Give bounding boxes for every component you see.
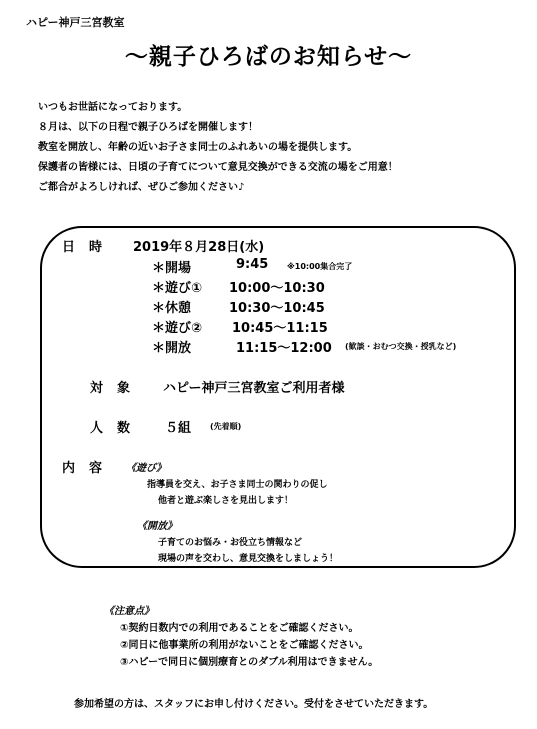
schedule-time: 9:45 bbox=[236, 257, 269, 272]
schedule-name: ＊遊び① bbox=[152, 281, 203, 296]
content-label: 内容 bbox=[62, 461, 117, 476]
cautions-title: 《注意点》 bbox=[104, 606, 154, 617]
schedule-name: ＊開放 bbox=[152, 341, 192, 356]
schedule-note: ※10:00集合完了 bbox=[287, 262, 353, 271]
content-detail: 指導員を交え、お子さま同士の関わりの促し bbox=[147, 480, 328, 490]
caution-item: ①契約日数内での利用であることをご確認ください。 bbox=[120, 623, 359, 634]
count-value: ５組 bbox=[165, 421, 192, 436]
schedule-time: 10:00～10:30 bbox=[229, 281, 325, 296]
content-detail: 子育てのお悩み・お役立ち情報など bbox=[158, 538, 303, 548]
caution-item: ③ハピーで同日に個別療育とのダブル利用はできません。 bbox=[120, 657, 379, 668]
schedule-time: 10:30～10:45 bbox=[229, 301, 325, 316]
content-detail: 他者と遊ぶ楽しさを見出します！ bbox=[158, 496, 294, 506]
page-title: ～親子ひろばのお知らせ～ bbox=[124, 44, 413, 70]
count-note: (先着順) bbox=[210, 422, 242, 431]
schedule-name: ＊休憩 bbox=[152, 301, 192, 316]
intro-line: いつもお世話になっております。 bbox=[38, 102, 188, 113]
content-detail: 現場の声を交わし、意見交換をしましょう！ bbox=[158, 554, 339, 564]
intro-line: ご都合がよろしければ、ぜひご参加ください♪ bbox=[38, 182, 245, 193]
intro-line: 保護者の皆様には、日頃の子育てについて意見交換ができる交流の場をご用意！ bbox=[38, 162, 398, 173]
schedule-name: ＊遊び② bbox=[152, 321, 203, 336]
count-label: 人数 bbox=[90, 421, 145, 436]
content-title: 《遊び》 bbox=[126, 463, 167, 474]
schedule-name: ＊開場 bbox=[152, 261, 192, 276]
org-name: ハピー神戸三宮教室 bbox=[26, 16, 125, 29]
schedule-time: 11:15～12:00 bbox=[236, 341, 332, 356]
footer-note: 参加希望の方は、スタッフにお申し付けください。受付をさせていただきます。 bbox=[74, 699, 434, 710]
schedule-note: (歓談・おむつ交換・授乳など) bbox=[345, 342, 457, 351]
content-title: 《開放》 bbox=[137, 521, 177, 532]
date-label: 日時 bbox=[62, 240, 117, 255]
intro-line: ８月は、以下の日程で親子ひろばを開催します！ bbox=[38, 122, 258, 133]
target-label: 対象 bbox=[90, 381, 145, 396]
caution-item: ②同日に他事業所の利用がないことをご確認ください。 bbox=[120, 640, 369, 651]
intro-line: 教室を開放し、年齢の近いお子さま同士のふれあいの場を提供します。 bbox=[38, 142, 358, 153]
date-value: 2019年８月28日(水) bbox=[133, 240, 265, 255]
schedule-time: 10:45～11:15 bbox=[232, 321, 328, 336]
target-value: ハピー神戸三宮教室ご利用者様 bbox=[163, 381, 345, 396]
